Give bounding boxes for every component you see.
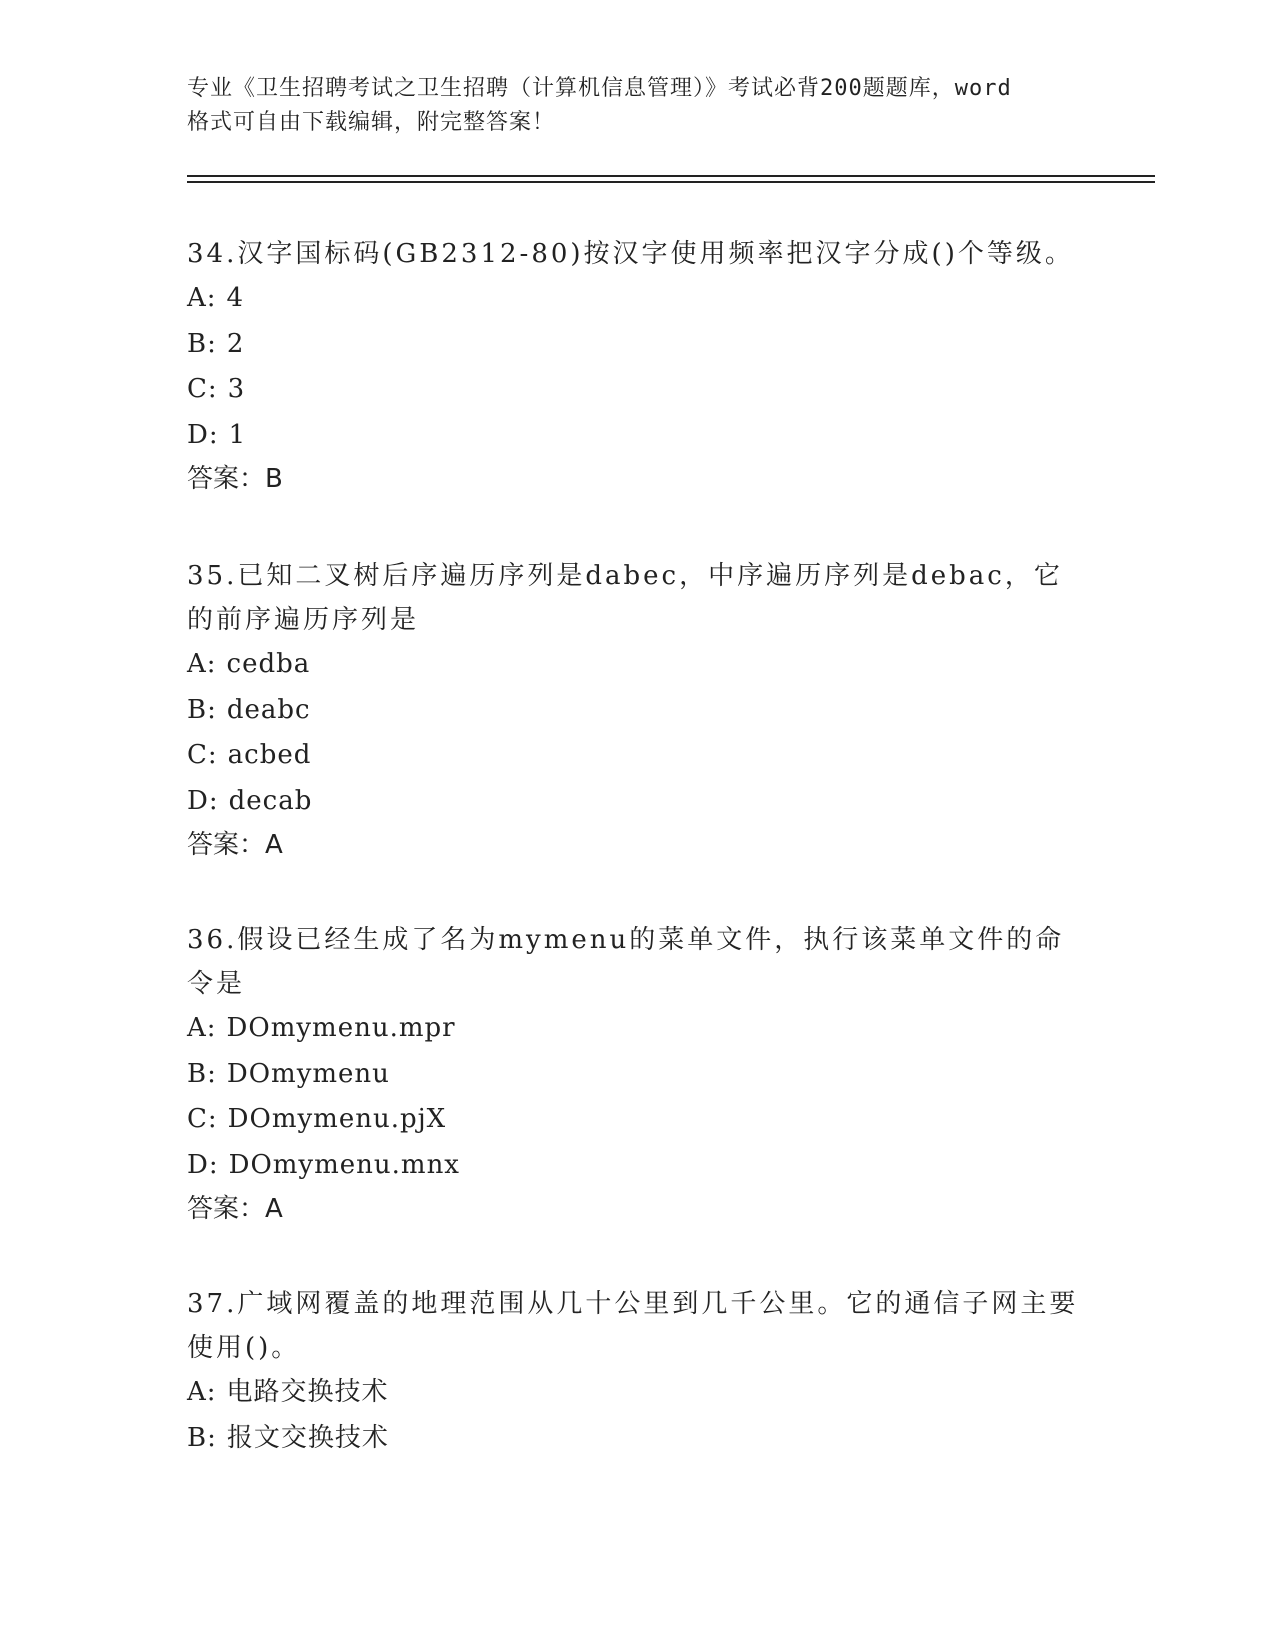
question-text: 36.假设已经生成了名为mymenu的菜单文件，执行该菜单文件的命令是 [187,925,1065,999]
answer-line: 答案：A [187,1194,283,1224]
option-value: cedba [226,649,311,679]
question-text: 37.广域网覆盖的地理范围从几十公里到几千公里。它的通信子网主要使用()。 [187,1289,1079,1363]
option-value: 1 [228,419,247,450]
option-label: A: [187,649,217,679]
option-label: C: [187,740,218,770]
question-35 [187,554,1087,866]
option-label: D: [187,1149,219,1180]
header-divider-bottom [187,181,1155,183]
question-text: 35.已知二叉树后序遍历序列是dabec，中序遍历序列是debac，它的前序遍历序列是 [187,561,1063,635]
option-d [187,779,1087,825]
option-label: A: [187,1377,217,1407]
option-value: DOmymenu.mpr [226,1013,456,1043]
option-d [187,413,1087,459]
option-label: B: [187,1058,217,1089]
option-b [187,322,1087,368]
question-36 [187,918,1087,1230]
question-34 [187,232,1087,500]
option-label: A: [187,283,217,313]
question-text: 34.汉字国标码(GB2312-80)按汉字使用频率把汉字分成()个等级。 [187,239,1074,269]
option-label: B: [187,1422,217,1453]
option-d [187,1143,1087,1189]
option-b [187,1052,1087,1098]
option-a [187,276,1087,322]
option-a [187,1370,1087,1416]
option-value: 报文交换技术 [226,1422,389,1453]
option-a [187,1006,1087,1052]
option-value: DOmymenu.mnx [228,1149,460,1180]
option-value: deabc [226,694,311,725]
option-value: 3 [227,374,246,404]
option-b [187,1416,1087,1462]
header-line-1: 专业《卫生招聘考试之卫生招聘（计算机信息管理）》考试必背200题题库，word [187,76,1012,101]
option-a [187,642,1087,688]
option-label: D: [187,785,219,816]
option-value: 2 [226,328,245,359]
option-label: D: [187,419,219,450]
option-label: C: [187,374,218,404]
answer-line: 答案：B [187,464,283,494]
question-37 [187,1282,1087,1461]
option-value: 电路交换技术 [226,1377,389,1407]
option-label: B: [187,328,217,359]
header-divider-top [187,175,1155,177]
option-b [187,688,1087,734]
option-c [187,733,1087,779]
option-value: 4 [226,283,245,313]
answer-line: 答案：A [187,830,283,860]
option-label: B: [187,694,217,725]
option-value: acbed [227,740,312,770]
option-label: C: [187,1104,218,1134]
header-line-2: 格式可自由下载编辑，附完整答案！ [187,110,556,135]
option-label: A: [187,1013,217,1043]
option-value: DOmymenu.pjX [227,1104,447,1134]
option-c [187,1097,1087,1143]
document-header [187,72,1087,140]
option-value: DOmymenu [226,1058,390,1089]
option-c [187,367,1087,413]
option-value: decab [228,785,313,816]
